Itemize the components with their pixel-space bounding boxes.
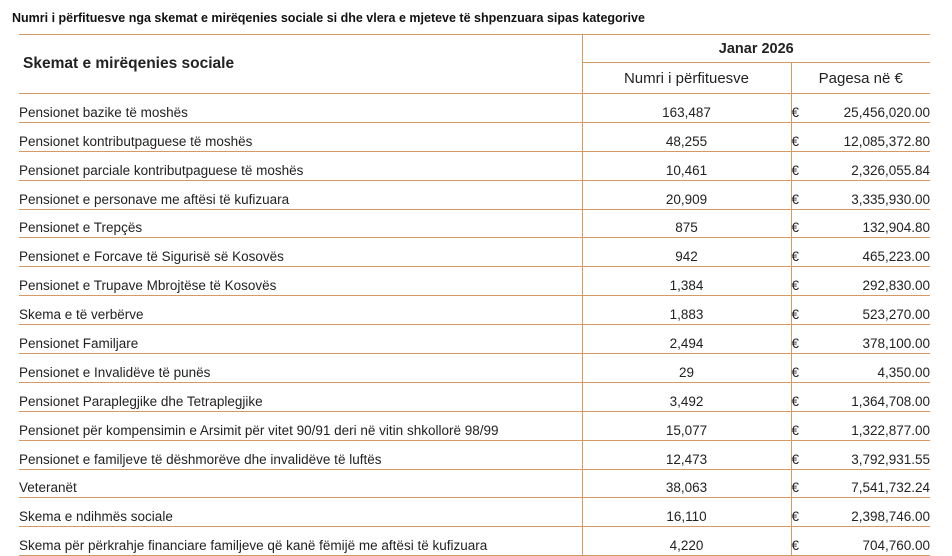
table-row [19, 267, 930, 296]
table-body [19, 94, 930, 556]
column-header-beneficiaries: Numri i përfituesve [582, 63, 791, 94]
row-currency-symbol: € [791, 267, 816, 296]
row-payment-amount: 523,270.00 [816, 296, 930, 325]
row-payment-amount: 7,541,732.24 [816, 469, 930, 498]
row-scheme-name: Pensionet bazike të moshës [19, 94, 582, 123]
row-beneficiary-count: 4,220 [582, 527, 791, 556]
row-scheme-name: Pensionet kontributpaguese të moshës [19, 122, 582, 151]
table-row [19, 325, 930, 354]
row-currency-symbol: € [791, 151, 816, 180]
row-payment-amount: 2,326,055.84 [816, 151, 930, 180]
row-beneficiary-count: 48,255 [582, 122, 791, 151]
row-scheme-name: Pensionet për kompensimin e Arsimit për vitet 90/91 deri në vitin shkollorë 98/99 [19, 411, 582, 440]
row-beneficiary-count: 20,909 [582, 180, 791, 209]
row-payment-amount: 3,792,931.55 [816, 440, 930, 469]
table-title: Numri i përfituesve nga skemat e mirëqenies sociale si dhe vlera e mjeteve të shpenzuara sipas kategorive [12, 11, 645, 25]
row-scheme-name: Pensionet e Invalidëve të punës [19, 354, 582, 383]
row-beneficiary-count: 15,077 [582, 411, 791, 440]
table-row [19, 296, 930, 325]
row-currency-symbol: € [791, 440, 816, 469]
row-currency-symbol: € [791, 209, 816, 238]
row-beneficiary-count: 2,494 [582, 325, 791, 354]
row-beneficiary-count: 12,473 [582, 440, 791, 469]
table-row [19, 238, 930, 267]
row-beneficiary-count: 3,492 [582, 382, 791, 411]
row-beneficiary-count: 38,063 [582, 469, 791, 498]
row-scheme-name: Pensionet e personave me aftësi të kufizuara [19, 180, 582, 209]
row-scheme-name: Pensionet e Trepçës [19, 209, 582, 238]
row-payment-amount: 1,322,877.00 [816, 411, 930, 440]
row-currency-symbol: € [791, 296, 816, 325]
row-currency-symbol: € [791, 527, 816, 556]
row-payment-amount: 4,350.00 [816, 354, 930, 383]
table-row [19, 411, 930, 440]
row-payment-amount: 1,364,708.00 [816, 382, 930, 411]
row-currency-symbol: € [791, 382, 816, 411]
row-currency-symbol: € [791, 498, 816, 527]
row-beneficiary-count: 29 [582, 354, 791, 383]
table-row [19, 382, 930, 411]
row-scheme-name: Skema për përkrahje financiare familjeve që kanë fëmijë me aftësi të kufizuara [19, 527, 582, 556]
row-currency-symbol: € [791, 469, 816, 498]
row-payment-amount: 25,456,020.00 [816, 94, 930, 123]
row-scheme-name: Pensionet parciale kontributpaguese të moshës [19, 151, 582, 180]
column-header-scheme: Skemat e mirëqenies sociale [19, 35, 582, 94]
row-currency-symbol: € [791, 325, 816, 354]
row-beneficiary-count: 16,110 [582, 498, 791, 527]
row-currency-symbol: € [791, 238, 816, 267]
row-scheme-name: Pensionet Familjare [19, 325, 582, 354]
row-payment-amount: 12,085,372.80 [816, 122, 930, 151]
row-payment-amount: 378,100.00 [816, 325, 930, 354]
row-scheme-name: Skema e ndihmës sociale [19, 498, 582, 527]
row-payment-amount: 3,335,930.00 [816, 180, 930, 209]
row-beneficiary-count: 163,487 [582, 94, 791, 123]
row-currency-symbol: € [791, 94, 816, 123]
table-row [19, 122, 930, 151]
row-currency-symbol: € [791, 411, 816, 440]
row-currency-symbol: € [791, 180, 816, 209]
table-row [19, 527, 930, 556]
row-beneficiary-count: 10,461 [582, 151, 791, 180]
row-scheme-name: Pensionet Paraplegjike dhe Tetraplegjike [19, 382, 582, 411]
row-scheme-name: Pensionet e familjeve të dëshmorëve dhe invalidëve të luftës [19, 440, 582, 469]
benefits-table [19, 34, 930, 556]
row-payment-amount: 704,760.00 [816, 527, 930, 556]
row-scheme-name: Pensionet e Forcave të Sigurisë së Kosovës [19, 238, 582, 267]
table-row [19, 354, 930, 383]
table-row [19, 180, 930, 209]
table-row [19, 209, 930, 238]
header-row-period [19, 35, 930, 63]
row-payment-amount: 2,398,746.00 [816, 498, 930, 527]
row-beneficiary-count: 1,384 [582, 267, 791, 296]
row-scheme-name: Veteranët [19, 469, 582, 498]
table-row [19, 94, 930, 123]
column-header-payment: Pagesa në € [791, 63, 930, 94]
table-row [19, 151, 930, 180]
row-beneficiary-count: 875 [582, 209, 791, 238]
table-row [19, 440, 930, 469]
row-currency-symbol: € [791, 122, 816, 151]
period-header: Janar 2026 [582, 35, 930, 63]
row-payment-amount: 292,830.00 [816, 267, 930, 296]
row-scheme-name: Skema e të verbërve [19, 296, 582, 325]
row-payment-amount: 132,904.80 [816, 209, 930, 238]
row-beneficiary-count: 942 [582, 238, 791, 267]
table-row [19, 469, 930, 498]
row-beneficiary-count: 1,883 [582, 296, 791, 325]
table-row [19, 498, 930, 527]
row-scheme-name: Pensionet e Trupave Mbrojtëse të Kosovës [19, 267, 582, 296]
row-currency-symbol: € [791, 354, 816, 383]
row-payment-amount: 465,223.00 [816, 238, 930, 267]
